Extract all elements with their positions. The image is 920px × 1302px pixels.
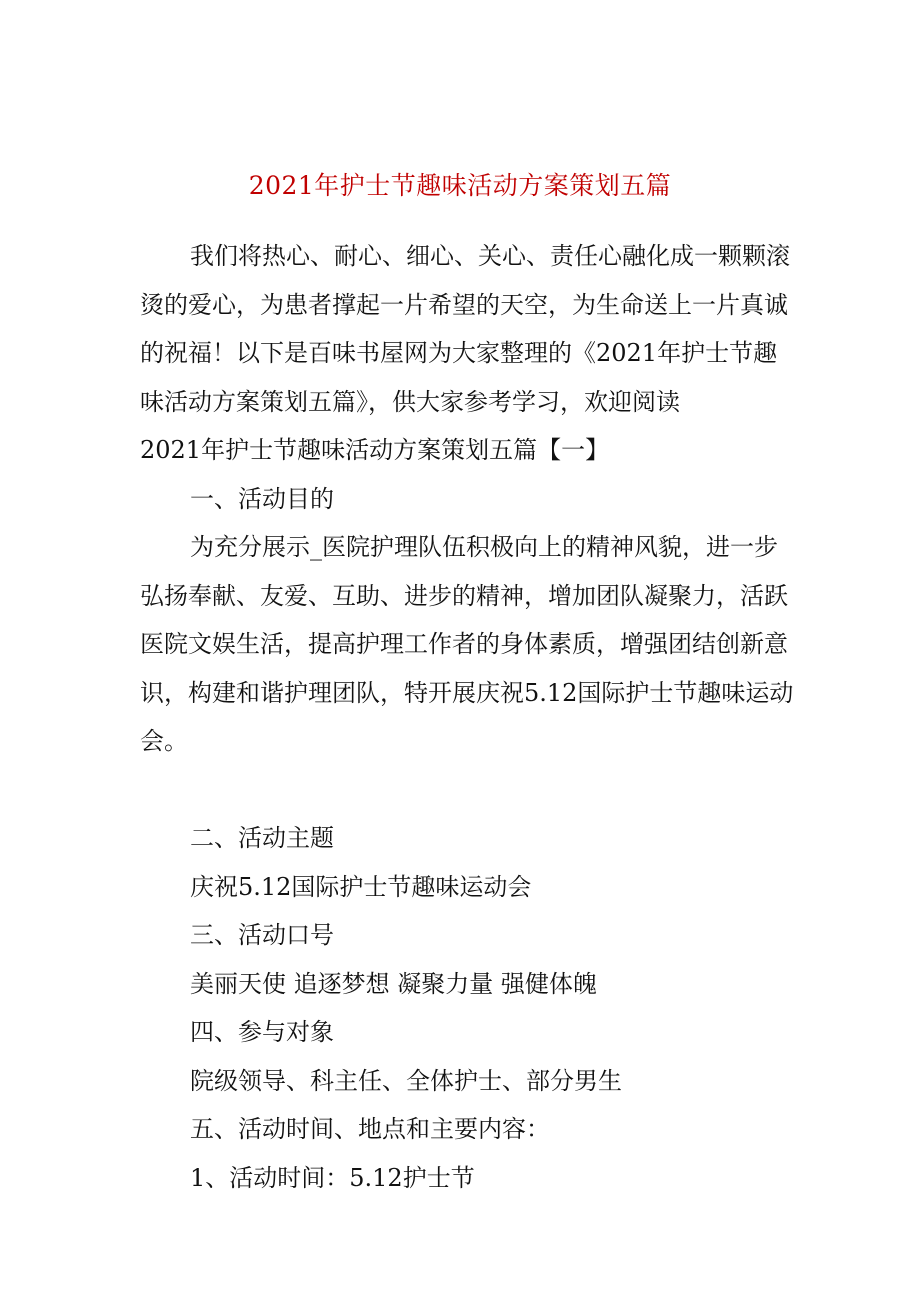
document-title: 2021年护士节趣味活动方案策划五篇 — [248, 171, 672, 200]
time-item: 1、活动时间：5.12护士节 — [190, 1163, 475, 1192]
blank-line — [140, 766, 800, 815]
heading-theme: 二、活动主题 — [190, 824, 334, 852]
heading-purpose: 一、活动目的 — [190, 484, 334, 513]
section-heading: 2021年护士节趣味活动方案策划五篇【一】 — [140, 436, 610, 464]
intro-paragraph: 我们将热心、耐心、细心、关心、责任心融化成一颗颗滚烫的爱心，为患者撑起一片希望的天空，为生命送上一片真诚的祝福！以下是百味书屋网为大家整理的《2021年护士节趣味活动方案策划五篇》，供大家参考学习，欢迎阅读 — [140, 242, 790, 416]
purpose-paragraph: 为充分展示_医院护理队伍积极向上的精神风貌，进一步弘扬奉献、友爱、互助、进步的精神，增加团队凝聚力，活跃医院文娱生活，提高护理工作者的身体素质，增强团结创新意识，构建和谐护理团队，特开展庆祝5.12国际护士节趣味运动会。 — [140, 533, 794, 755]
participants-text: 院级领导、科主任、全体护士、部分男生 — [190, 1066, 622, 1095]
heading-slogan: 三、活动口号 — [190, 921, 334, 949]
theme-text: 庆祝5.12国际护士节趣味运动会 — [190, 872, 532, 901]
slogan-text: 美丽天使 追逐梦想 凝聚力量 强健体魄 — [190, 969, 597, 998]
document-body — [140, 232, 800, 1202]
heading-participants: 四、参与对象 — [190, 1018, 334, 1046]
heading-time-place: 五、活动时间、地点和主要内容： — [190, 1115, 550, 1143]
